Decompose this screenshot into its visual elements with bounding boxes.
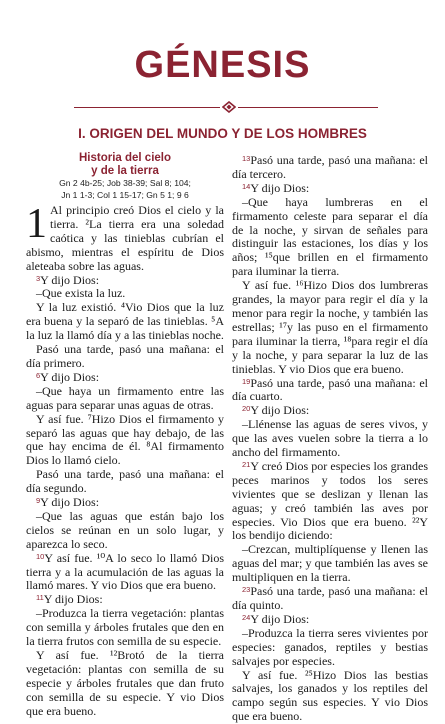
verse-text: –Produzca la tierra vegetación: plantas con semilla y árboles frutales que den en la tierra frutos con semilla de su especie. [26,606,224,649]
verse-text: Y dijo Dios: [40,369,100,384]
verse-paragraph [26,607,224,649]
verse-paragraph [26,343,224,371]
verse-text: –Que haya un firmamento entre las aguas para separar unas aguas de otras. [26,383,224,412]
verse-paragraph [232,460,428,543]
verse-paragraph [26,510,224,552]
verse-paragraph [26,468,224,496]
verse-text: Y dijo Dios: [250,403,310,418]
verse-text: –Que exista la luz. [36,286,126,301]
verse-number: 11 [36,593,44,603]
verse-text: Pasó una tarde, pasó una mañana: el día quinto. [232,584,428,612]
verse-text: Pasó una tarde, pasó una mañana: el día primero. [26,342,224,370]
verse-text: Y dijo Dios: [250,611,310,626]
right-column-text [232,154,428,724]
verse-paragraph [26,287,224,301]
verse-paragraph [26,201,224,274]
verse-number: 20 [242,404,251,414]
verse-paragraph [232,418,428,460]
verse-paragraph [232,627,428,669]
verse-number: 21 [242,459,251,469]
verse-text: Y creó Dios por especies los grandes peces marinos y todos los seres vivientes que se deslizan y llenan las aguas; y creó también las aves por especies. Vio Dios que era bueno. ²²Y los bendijo diciendo: [232,458,428,543]
references-line-1: Gn 2 4b-25; Job 38-39; Sal 8; 104; [59,178,191,188]
right-column [232,154,428,724]
verse-paragraph [26,496,224,510]
diamond-ornament-icon [222,101,236,113]
verse-paragraph [232,279,428,376]
verse-paragraph [26,385,224,413]
verse-text: Pasó una tarde, pasó una mañana: el día cuarto. [232,375,428,404]
verse-number: 24 [242,612,251,622]
cross-references [26,178,224,201]
left-column [26,152,224,719]
verse-paragraph [232,196,428,279]
verse-number: 3 [36,273,41,283]
verse-number: 9 [36,496,41,506]
verse-text: –Que las aguas que están bajo los cielos se reúnan en un solo lugar, y aparezca lo seco. [26,508,224,551]
title-divider-left [74,107,220,108]
verse-paragraph [232,182,428,196]
verse-text: Y dijo Dios: [250,180,310,195]
verse-text: Y así fue. ¹⁶Hizo Dios dos lumbreras grandes, la mayor para regir el día y la menor para regir la noche, y también las estrellas; ¹⁷y las puso en el firmamento para iluminar la tierra, ¹⁸para regir el día y la noche, y para separar la luz de las tinieblas. Y vio Dios que era bueno. [232,278,428,376]
verse-number: 14 [242,181,251,191]
chapter-number: 1 [26,201,47,247]
verse-text: –Llénense las aguas de seres vivos, y que las aves vuelen sobre la tierra a lo ancho del firmamento. [232,417,428,460]
verse-text: Y la luz existió. ⁴Vio Dios que la luz era buena y la separó de las tinieblas. ⁵A la luz la llamó día y a las tinieblas noche. [26,300,224,343]
verse-paragraph [26,552,224,594]
verse-paragraph [232,404,428,418]
verse-paragraph [26,413,224,469]
verse-text: Pasó una tarde, pasó una mañana: el día tercero. [232,153,428,181]
verse-paragraph [232,154,428,182]
verse-paragraph [26,301,224,343]
verse-text: Y así fue. ²⁵Hizo Dios las bestias salvajes, los ganados y los reptiles del campo según sus especies. Y vio Dios que era bueno. [232,667,428,724]
title-divider-right [238,107,378,108]
verse-paragraph [26,649,224,719]
verse-text: Y dijo Dios: [40,495,100,510]
verse-paragraph [26,371,224,385]
verse-paragraph [232,543,428,585]
references-line-2: Jn 1 1-3; Col 1 15-17; Gn 5 1; 9 6 [61,189,189,200]
verse-text: –Que haya lumbreras en el firmamento celeste para separar el día de la noche, y sirvan de señales para distinguir las estaciones, los días y los años; ¹⁵que brillen en el firmamento para iluminar la tierra. [232,194,428,279]
verse-number: 6 [36,370,41,380]
verse-number: 19 [242,376,251,386]
verse-number: 13 [242,154,251,163]
subheading-line-2: y de la tierra [91,164,159,177]
verse-text: –Produzca la tierra seres vivientes por especies: ganados, reptiles y bestias salvajes por especies. [232,625,428,668]
verse-text: Y así fue. ⁷Hizo Dios el firmamento y separó las aguas que hay debajo, de las que hay encima de él. ⁸Al firmamento Dios lo llamó cielo. [26,411,224,468]
section-title: I. ORIGEN DEL MUNDO Y DE LOS HOMBRES [78,126,367,141]
left-column-text [26,201,224,719]
verse-paragraph [232,585,428,613]
verse-text: Y dijo Dios: [40,272,100,287]
verse-paragraph [232,377,428,405]
verse-paragraph [26,274,224,288]
verse-text: Y dijo Dios: [43,592,103,607]
verse-number: 10 [36,551,45,561]
subheading [26,152,224,177]
book-title: GÉNESIS [134,44,311,86]
verse-text: Pasó una tarde, pasó una mañana: el día segundo. [26,467,224,496]
verse-paragraph [26,593,224,607]
verse-text: Y así fue. ¹²Brotó de la tierra vegetación: plantas con semilla de su especie y árboles frutales que dan fruto con semilla de su especie. Y vio Dios que era bueno. [26,648,224,718]
subheading-line-1: Historia del cielo [78,152,172,164]
verse-text: –Crezcan, multiplíquense y llenen las aguas del mar; y que también las aves se multipliquen en la tierra. [232,542,428,585]
verse-text: Y así fue. ¹⁰A lo seco lo llamó Dios tierra y a la acumulación de las aguas la llamó mares. Y vio Dios que era bueno. [26,550,224,593]
verse-paragraph [232,613,428,627]
verse-paragraph [232,669,428,724]
verse-number: 23 [242,585,251,595]
verse-text: Al principio creó Dios el cielo y la tierra. ²La tierra era una soledad caótica y las tinieblas cubrían el abismo, mientras el espíritu de Dios aleteaba sobre las aguas. [26,203,224,273]
